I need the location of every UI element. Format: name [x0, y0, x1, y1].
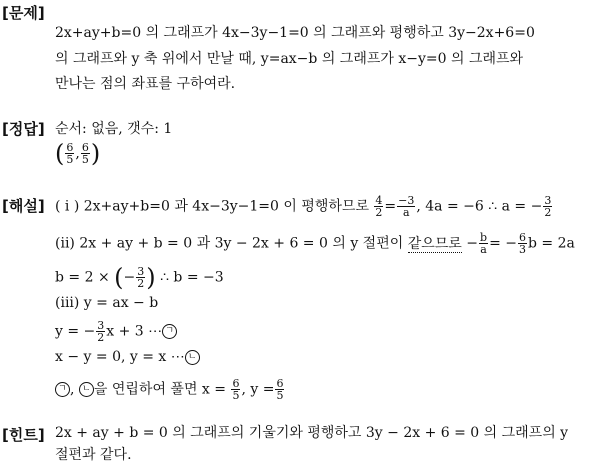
hint-line-2: 절편과 같다. — [55, 447, 132, 463]
answer-x-fraction: $\frac{6}{5}$ — [66, 141, 74, 166]
circled-label-2: ㄴ — [185, 350, 200, 365]
problem-label: [문제] — [2, 4, 45, 22]
answer-y-fraction: $\frac{6}{5}$ — [81, 141, 89, 166]
problem-line-1: 2x+ay+b=0 의 그래프가 4x−3y−1=0 의 그래프와 평행하고 3y−2x+6=0 — [55, 25, 535, 41]
answer-point: ( $\frac{6}{5}$ , $\frac{6}{5}$ ) — [55, 139, 101, 168]
solution-equation-1: y = − $\frac{3}{2}$ x + 3 ⋯ ㄱ — [55, 320, 177, 343]
solution-final: ㄱ , ㄴ 을 연립하여 풀면 x = $\frac{6}{5}$ , y = $\frac{6}{5}$ — [55, 378, 285, 401]
problem-line-2: 의 그래프와 y 축 위에서 만날 때, y=ax−b 의 그래프가 x−y=0 의 그래프와 — [55, 51, 524, 67]
solution-step-iii: (iii) y = ax − b — [55, 295, 159, 311]
solution-step-ii: (ii) 2x + ay + b = 0 과 3y − 2x + 6 = 0 의 y 절편이 같으므로 − $\frac{b}{a}$ = − $\frac{6}{3}$ b = 2a — [55, 231, 575, 256]
solution-step-i: ( i ) 2x+ay+b=0 과 4x−3y−1=0 이 평행하므로 $\frac{4}{2}$ = $\frac{-3}{a}$ , 4a = −6 ∴ a = − $\frac{3}{2}$ — [55, 194, 552, 219]
solution-label: [해설] — [2, 197, 45, 215]
hint-label: [힌트] — [2, 426, 45, 444]
problem-line-3: 만나는 점의 좌표를 구하여라. — [55, 76, 236, 92]
solution-b-value: b = 2 × (− $\frac{3}{2}$ ) ∴ b = −3 — [55, 263, 224, 292]
answer-label: [정답] — [2, 120, 45, 138]
solution-equation-2: x − y = 0, y = x ⋯ ㄴ — [55, 348, 200, 366]
circled-label-1: ㄱ — [162, 324, 177, 339]
hint-line-1: 2x + ay + b = 0 의 그래프의 기울기와 평행하고 3y − 2x + 6 = 0 의 그래프의 y — [55, 425, 569, 441]
underlined-text: 같으므로 — [407, 235, 462, 252]
answer-meta: 순서: 없음, 갯수: 1 — [55, 121, 173, 137]
